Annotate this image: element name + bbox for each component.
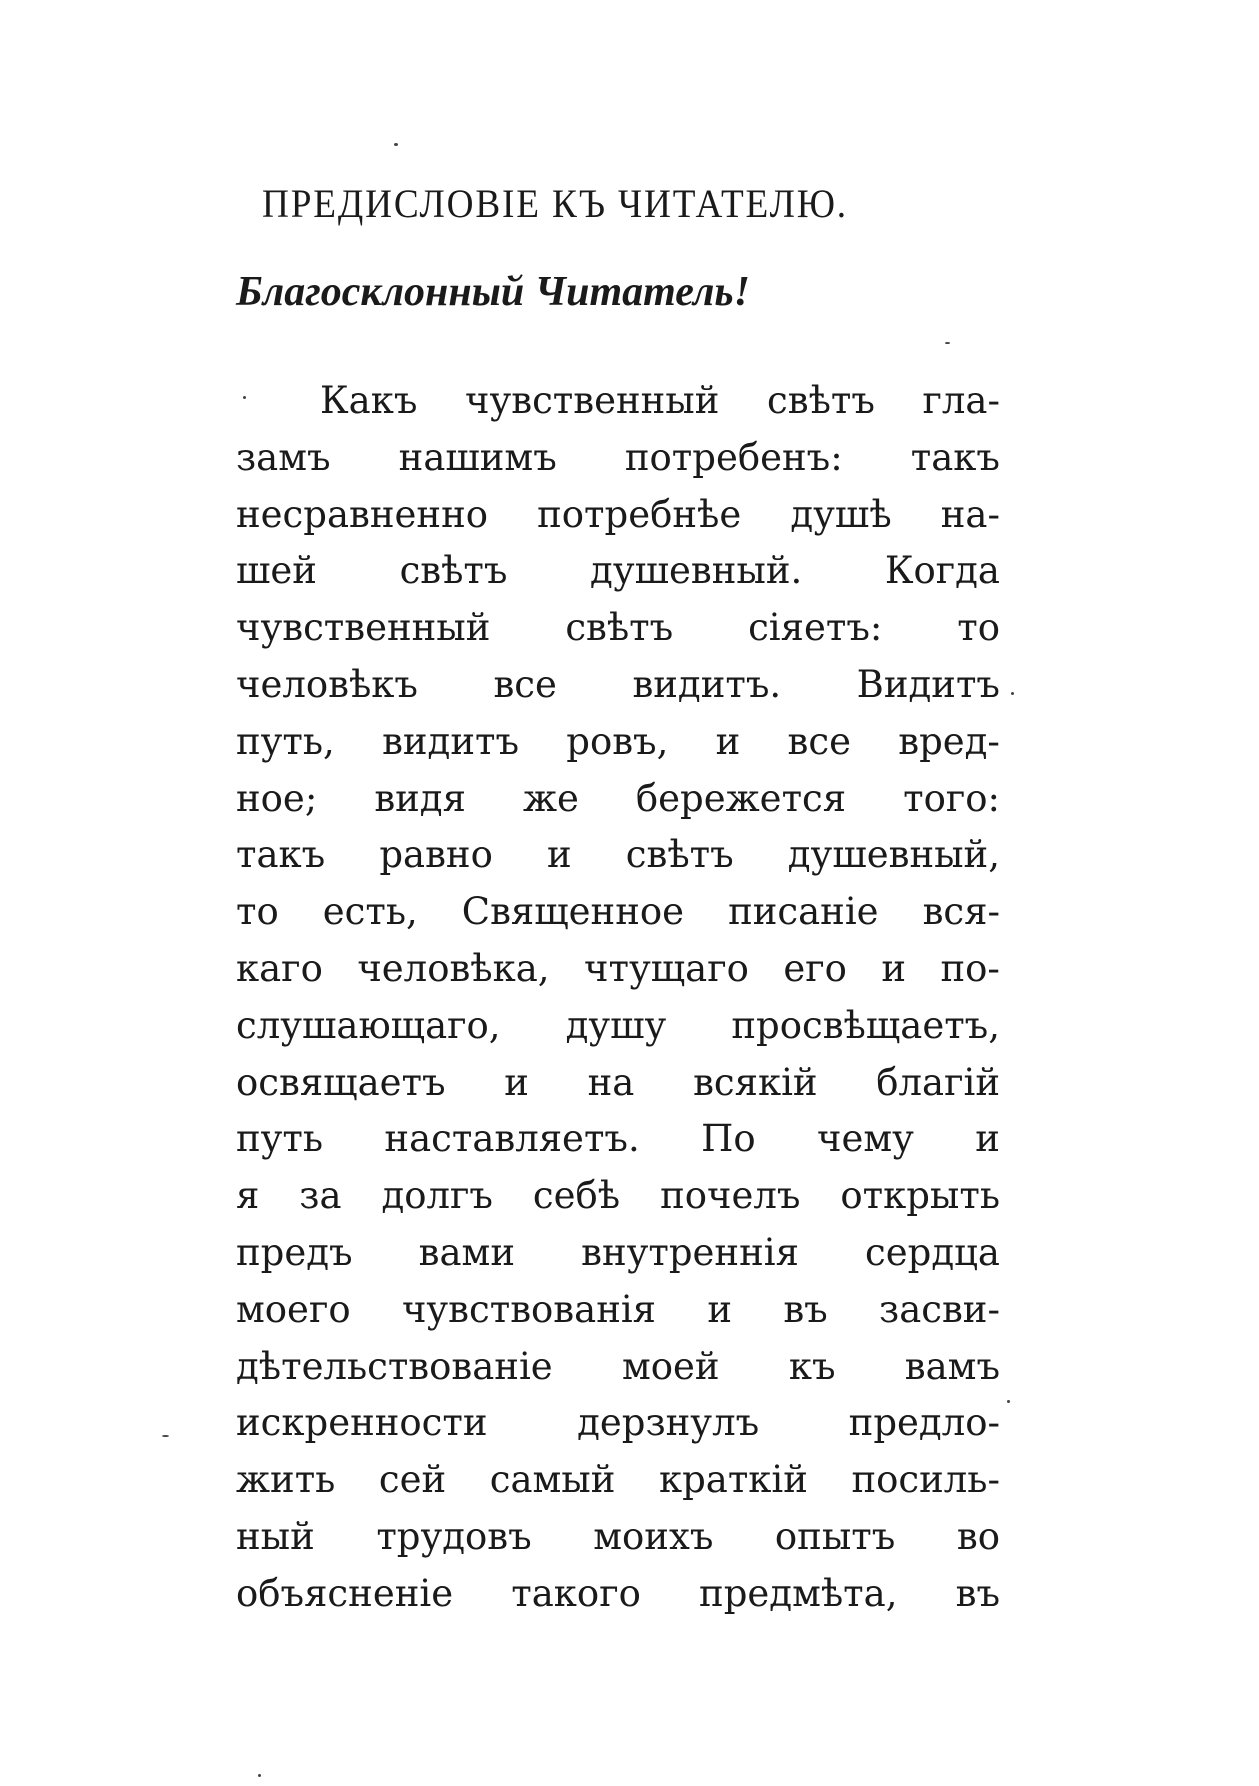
word: по- [940, 946, 1000, 990]
word: свѣтъ [625, 833, 734, 877]
word: искренности [236, 1401, 488, 1445]
text-line [236, 1055, 1000, 1112]
word: гла- [922, 379, 1000, 422]
print-speck [945, 342, 950, 344]
word: нашимъ [398, 435, 557, 479]
word: свѣтъ [565, 606, 674, 650]
word: несравненно [236, 492, 489, 536]
text-line [236, 430, 1000, 487]
word: душевный, [787, 833, 1000, 877]
text-line [236, 1282, 1000, 1339]
word: въ [955, 1571, 1000, 1615]
word: предъ [236, 1230, 353, 1274]
print-speck [243, 396, 246, 399]
print-speck [1007, 1400, 1010, 1403]
word: долгъ [381, 1174, 493, 1218]
word: чувственный [236, 606, 491, 650]
word: всякій [693, 1060, 818, 1104]
word: вамъ [904, 1344, 1000, 1388]
word: видитъ. [632, 662, 782, 706]
word: ровъ, [566, 719, 669, 763]
word: все [493, 662, 557, 706]
word: посиль- [851, 1458, 1000, 1502]
text-line [236, 373, 1000, 430]
word: чувствованія [401, 1287, 657, 1331]
word: дерзнулъ [577, 1401, 760, 1445]
word: видитъ [382, 719, 520, 763]
text-line [236, 1339, 1000, 1396]
word: дѣтельствованіе [236, 1344, 553, 1388]
word: писаніе [728, 890, 879, 934]
word: я [236, 1174, 260, 1218]
text-line [236, 1225, 1000, 1282]
word: освящаетъ [236, 1060, 446, 1104]
text-line [236, 1452, 1000, 1509]
word: жить [236, 1458, 336, 1502]
word: и [546, 833, 572, 877]
text-line [236, 657, 1000, 714]
word: внутреннія [581, 1230, 799, 1274]
text-line [236, 487, 1000, 544]
text-line [236, 1395, 1000, 1452]
word: такъ [910, 435, 1000, 479]
word: душу [565, 1003, 667, 1047]
text-line [236, 1111, 1000, 1168]
word: опытъ [774, 1514, 896, 1558]
word: сіяетъ: [748, 606, 883, 650]
word: и [504, 1060, 529, 1104]
word: то [236, 890, 279, 934]
word: потребенъ: [624, 435, 843, 479]
word: такъ [236, 833, 326, 877]
word: свѣтъ [767, 379, 875, 422]
word: потребнѣе [537, 492, 742, 536]
salutation: Благосклонный Читатель! [236, 269, 750, 315]
text-line [236, 714, 1000, 771]
word: и [707, 1287, 733, 1331]
text-line [236, 771, 1000, 828]
body-text [236, 373, 1000, 1623]
word: чему [817, 1117, 914, 1161]
text-line [236, 600, 1000, 657]
word: видя [374, 776, 466, 820]
word: за [299, 1174, 342, 1218]
word: Какъ [320, 379, 418, 422]
text-line [236, 998, 1000, 1055]
page-heading: ПРЕДИСЛОВІЕ КЪ ЧИТАТЕЛЮ. [262, 181, 848, 226]
word: же [522, 776, 579, 820]
word: путь [236, 1117, 324, 1161]
word: открыть [840, 1174, 1000, 1218]
word: слушающаго, [236, 1003, 501, 1047]
word: шей [236, 549, 317, 593]
word: По [701, 1117, 756, 1161]
word: вся- [922, 890, 1000, 934]
word: Когда [884, 549, 1000, 593]
word: такого [511, 1571, 641, 1615]
word: того: [903, 776, 1000, 820]
word: душевный. [590, 549, 803, 593]
word: почелъ [660, 1174, 801, 1218]
word: просвѣщаетъ, [731, 1003, 1000, 1047]
word: чувственный [465, 379, 720, 422]
word: себѣ [532, 1174, 621, 1218]
word: равно [379, 833, 493, 877]
word: сердца [865, 1230, 1000, 1274]
word: и [881, 946, 907, 990]
print-speck [394, 143, 398, 146]
word: каго [236, 946, 323, 990]
text-line [236, 1566, 1000, 1623]
word: засви- [879, 1287, 1000, 1331]
word: есть, [322, 890, 418, 934]
word: предмѣта, [699, 1571, 898, 1615]
word: моей [621, 1344, 720, 1388]
word: на [587, 1060, 635, 1104]
text-line [236, 543, 1000, 600]
word: благій [876, 1060, 1000, 1104]
word: Видитъ [856, 662, 1000, 706]
print-speck [162, 1435, 169, 1437]
word: трудовъ [376, 1514, 532, 1558]
word: и [715, 719, 741, 763]
word: объясненіе [236, 1571, 454, 1615]
word: чтущаго [584, 946, 749, 990]
print-speck [1011, 692, 1014, 695]
word: Священное [461, 890, 685, 934]
word: предло- [848, 1401, 1000, 1445]
word: на- [940, 492, 1000, 536]
word: все [787, 719, 851, 763]
word: ный [236, 1514, 315, 1558]
word: вами [418, 1230, 516, 1274]
text-line [236, 941, 1000, 998]
word: наставляетъ. [384, 1117, 640, 1161]
text-line [236, 1509, 1000, 1566]
word: въ [783, 1287, 828, 1331]
word: краткій [658, 1458, 808, 1502]
word: человѣка, [357, 946, 550, 990]
word: его [783, 946, 847, 990]
word: во [956, 1514, 1000, 1558]
word: путь, [236, 719, 335, 763]
text-line [236, 827, 1000, 884]
text-line [236, 884, 1000, 941]
word: замъ [236, 435, 331, 479]
word: самый [489, 1458, 616, 1502]
word: человѣкъ [236, 662, 418, 706]
text-line [236, 1168, 1000, 1225]
word: и [975, 1117, 1000, 1161]
word: то [957, 606, 1000, 650]
word: ное; [236, 776, 318, 820]
word: вред- [898, 719, 1000, 763]
word: бережется [635, 776, 847, 820]
print-speck [258, 1774, 261, 1777]
word: сей [378, 1458, 447, 1502]
word: душѣ [790, 492, 892, 536]
word: моихъ [593, 1514, 714, 1558]
word: свѣтъ [399, 549, 508, 593]
word: къ [788, 1344, 836, 1388]
word: моего [236, 1287, 351, 1331]
